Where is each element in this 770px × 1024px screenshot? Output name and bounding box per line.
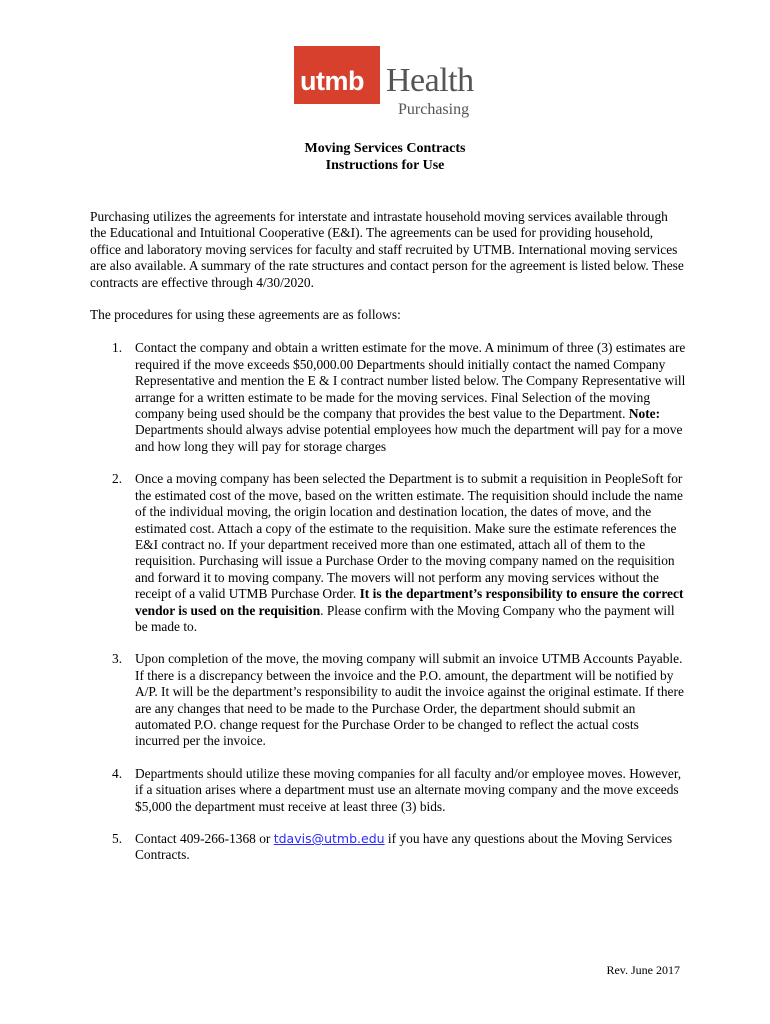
page-title xyxy=(0,140,770,174)
email-link[interactable]: tdavis@utmb.edu xyxy=(273,831,385,846)
list-item-bold: It is the department’s responsibility to ensure the correct vendor is used on the requisition xyxy=(135,586,684,618)
document-body xyxy=(90,209,686,880)
list-item-number: 1. xyxy=(112,340,123,356)
list-item xyxy=(90,340,686,455)
procedures-intro: The procedures for using these agreements are as follows: xyxy=(90,307,401,323)
list-item xyxy=(90,471,686,635)
revision-footer: Rev. June 2017 xyxy=(606,963,680,977)
list-item xyxy=(90,766,686,815)
title-line-1: Moving Services Contracts xyxy=(304,141,466,156)
list-item xyxy=(90,831,686,864)
list-item-number: 5. xyxy=(112,831,123,846)
list-item-text: Contact the company and obtain a written estimate for the move. A minimum of three (3) estimates are required if the move exceeds $50,000.00 Departments should initially contact the named Company Representative and mention the E & I contract number listed below. The Company Representative will arrange for a written estimate to be made for the moving services. Final Selection of the moving company being used should be the company that provides the best value to the Department. xyxy=(135,340,686,422)
intro-paragraph: Purchasing utilizes the agreements for interstate and intrastate household moving services available through the Educational and Intuitional Cooperative (E&I). The agreements can be used for providing household, office and laboratory moving services for faculty and staff recruited by UTMB. International moving services are also available. A summary of the rate structures and contact person for the agreement is listed below. These contracts are effective through 4/30/2020. xyxy=(90,209,684,290)
list-item-text: Contact 409-266-1368 or xyxy=(135,831,274,846)
list-item-text: Once a moving company has been selected the Department is to submit a requisition in PeopleSoft for the estimated cost of the move, based on the written estimate. The requisition should include the name of the individual moving, the origin location and destination location, the dates of move, and the estimated cost. Attach a copy of the estimate to the requisition. Make sure the estimate references the E&I contract no. If your department received more than one estimated, attach all of them to the requisition. Purchasing will issue a Purchase Order to the moving company named on the requisition and forward it to moving company. The movers will not perform any moving services without the receipt of a valid UTMB Purchase Order. xyxy=(135,471,683,602)
list-item-text: . Please confirm with the Moving Company who the payment will be made to. xyxy=(135,602,675,634)
list-item-number: 2. xyxy=(112,471,123,487)
list-item-text: Departments should utilize these moving companies for all faculty and/or employee moves. However, if a situation arises where a department must use an alternate moving company and the move exceeds $5,000 the department must receive at least three (3) bids. xyxy=(135,765,682,814)
list-item xyxy=(90,651,686,749)
title-line-2: Instructions for Use xyxy=(325,158,445,173)
list-item-bold: Note: xyxy=(628,406,661,422)
utmb-health-logo xyxy=(294,46,494,122)
list-item-text: Departments should always advise potential employees how much the department will pay for a move and how long they will pay for storage charges xyxy=(135,422,683,454)
procedure-list xyxy=(90,340,686,863)
logo-brand-box xyxy=(294,46,380,104)
logo-health-text: Health xyxy=(386,62,474,99)
list-item-text: if you have any questions about the Moving Services Contracts. xyxy=(135,831,673,863)
list-item-text: Upon completion of the move, the moving company will submit an invoice UTMB Accounts Payable. If there is a discrepancy between the invoice and the P.O. amount, the department will be notified by A/P. It will be the department’s responsibility to audit the invoice against the original estimate. If there are any changes that need to be made to the Purchase Order, the department should submit an automated P.O. change request for the Purchase Order to be changed to reflect the actual costs incurred per the invoice. xyxy=(135,651,684,749)
logo-department-text: Purchasing xyxy=(398,101,470,118)
list-item-number: 3. xyxy=(112,651,123,667)
list-item-number: 4. xyxy=(112,765,123,781)
logo-brand-text: utmb xyxy=(300,66,364,96)
